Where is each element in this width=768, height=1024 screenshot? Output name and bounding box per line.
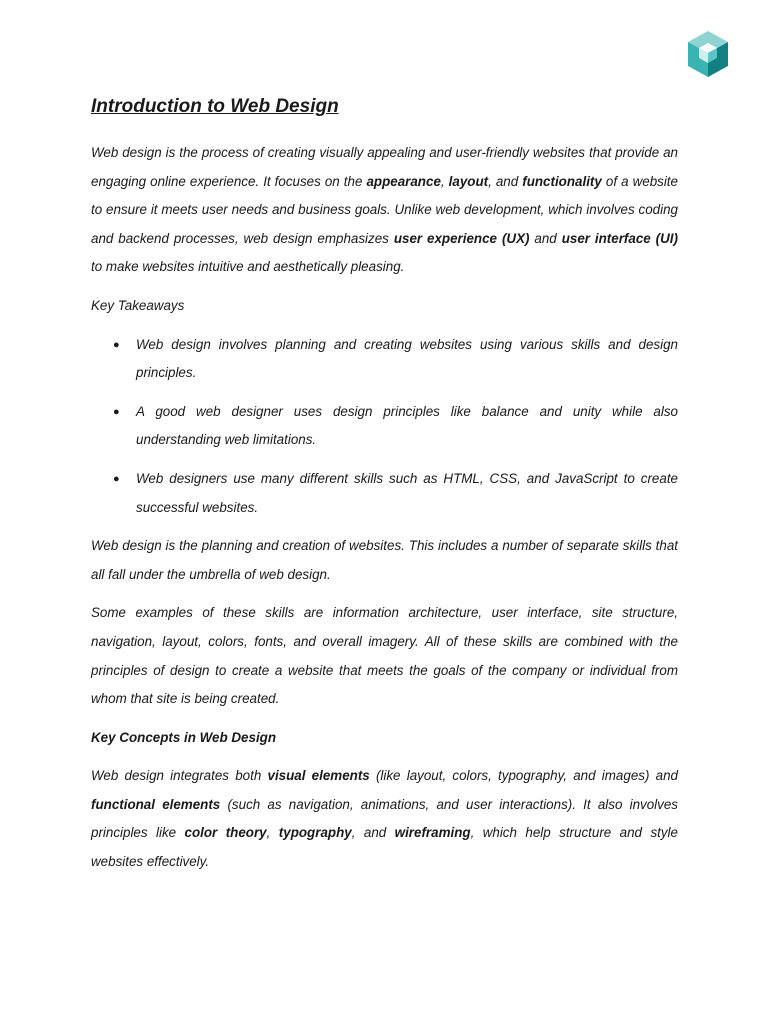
- intro-text: Web design is the process of creating visually appealing and user-friendly websites that provide an engaging online experience. It focuses on the: [91, 145, 678, 189]
- intro-text: ,: [440, 173, 449, 189]
- concepts-text: ,: [266, 825, 279, 841]
- intro-bold-functionality: functionality: [522, 173, 602, 189]
- concepts-text: (like layout, colors, typography, and images) and: [369, 768, 678, 784]
- concepts-text: , which help structure and style websites effectively.: [91, 825, 678, 870]
- concepts-bold-functional: functional elements: [91, 796, 221, 812]
- list-item-text: A good web designer uses design principles like balance and unity while also understanding web limitations.: [136, 403, 678, 448]
- skills-paragraph: Some examples of these skills are information architecture, user interface, site structure, navigation, layout, colors, fonts, and overall imagery. All of these skills are combined with the principles of design to create a website that meets the goals of the company or individual from whom that site is being created.: [91, 605, 678, 707]
- intro-bold-appearance: appearance: [366, 173, 441, 189]
- key-takeaways-heading: Key Takeaways: [91, 297, 185, 313]
- list-item: [91, 331, 678, 388]
- definition-paragraph: Web design is the planning and creation of websites. This includes a number of separate skills that all fall under the umbrella of web design.: [91, 538, 678, 582]
- intro-bold-ux: user experience (UX): [393, 230, 530, 246]
- intro-text: of a website to ensure it meets user needs and business goals. Unlike web development, which involves coding and backend processes, web design emphasizes: [91, 173, 678, 246]
- isometric-cube-logo: [684, 29, 732, 79]
- takeaways-list: [91, 331, 678, 523]
- intro-bold-layout: layout: [448, 173, 489, 189]
- key-concepts-heading: [91, 724, 678, 753]
- concepts-text: (such as navigation, animations, and user interactions). It also involves principles like: [91, 796, 678, 841]
- concepts-bold-wireframing: wireframing: [394, 825, 471, 841]
- concepts-bold-color-theory: color theory: [184, 825, 267, 841]
- concepts-bold-typography: typography: [278, 825, 352, 841]
- bullet-icon: ●: [113, 405, 120, 418]
- list-item-text: Web designers use many different skills such as HTML, CSS, and JavaScript to create successful websites.: [136, 470, 678, 515]
- list-item: [91, 465, 678, 522]
- concepts-text: Web design integrates both: [91, 768, 268, 784]
- intro-text: , and: [488, 173, 523, 189]
- concepts-bold-visual: visual elements: [267, 768, 370, 784]
- key-concepts-heading-text: Key Concepts in Web Design: [91, 729, 277, 745]
- list-item-text: Web design involves planning and creating websites using various skills and design principles.: [136, 336, 678, 381]
- concepts-text: , and: [351, 825, 395, 841]
- list-item: [91, 398, 678, 455]
- bullet-icon: ●: [113, 472, 120, 485]
- document-body: [91, 95, 678, 887]
- concepts-paragraph: [91, 762, 678, 876]
- intro-bold-ui: user interface (UI): [561, 230, 678, 246]
- intro-text: and: [529, 230, 562, 246]
- intro-text: to make websites intuitive and aesthetically pleasing.: [91, 259, 405, 275]
- bullet-icon: ●: [113, 338, 120, 351]
- page-title: Introduction to Web Design: [91, 96, 339, 117]
- intro-paragraph: [91, 139, 678, 282]
